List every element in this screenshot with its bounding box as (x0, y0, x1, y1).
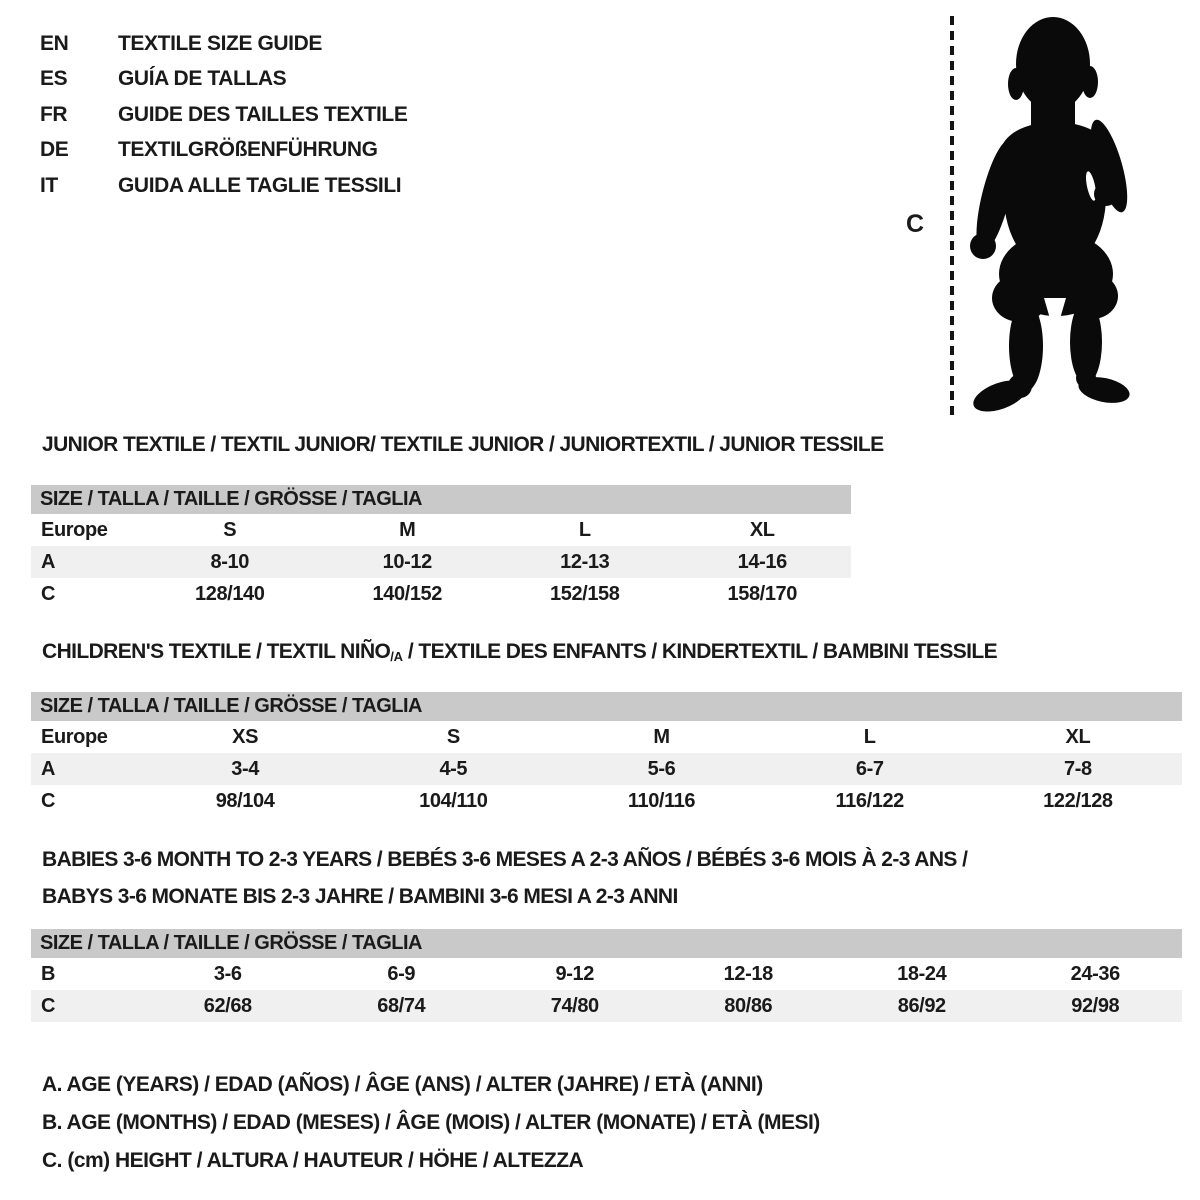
height-measure-label: C (906, 210, 925, 238)
table-cell: 68/74 (377, 994, 426, 1017)
table-cell: 6-9 (387, 962, 416, 985)
table-cell: L (578, 518, 591, 541)
table-header: SIZE / TALLA / TAILLE / GRÖSSE / TAGLIA (31, 692, 1182, 721)
table-row-height (31, 990, 1182, 1022)
table-cell: 152/158 (550, 582, 620, 605)
table-header: SIZE / TALLA / TAILLE / GRÖSSE / TAGLIA (31, 485, 851, 514)
language-code: ES (40, 67, 68, 91)
table-cell: 140/152 (372, 582, 442, 605)
height-measure-line (950, 16, 954, 418)
table-cell: L (863, 725, 876, 748)
language-title-list (40, 26, 407, 204)
babies-size-table (31, 929, 1182, 1022)
table-row-europe (31, 514, 851, 546)
children-size-table (31, 692, 1182, 817)
language-row-en (40, 26, 407, 62)
table-cell: 7-8 (1064, 757, 1092, 780)
row-label: Europe (41, 725, 108, 748)
table-cell: 6-7 (855, 757, 884, 780)
language-row-de (40, 133, 407, 169)
table-cell: 98/104 (215, 789, 275, 812)
table-cell: 24-36 (1070, 962, 1120, 985)
language-code: IT (40, 173, 58, 197)
table-cell: 3-6 (213, 962, 242, 985)
row-label: Europe (41, 518, 108, 541)
legend-line-c: C. (cm) HEIGHT / ALTURA / HAUTEUR / HÖHE / ALTEZZA (42, 1149, 584, 1172)
table-row-age (31, 546, 851, 578)
toddler-silhouette-icon (968, 16, 1140, 416)
table-row-height (31, 785, 1182, 817)
table-row-europe (31, 721, 1182, 753)
table-header: SIZE / TALLA / TAILLE / GRÖSSE / TAGLIA (31, 929, 1182, 958)
junior-size-table (31, 485, 851, 610)
table-cell: 9-12 (555, 962, 594, 985)
language-title: TEXTILE SIZE GUIDE (118, 31, 322, 55)
table-cell: 86/92 (897, 994, 946, 1017)
language-title: GUIDE DES TAILLES TEXTILE (118, 102, 408, 126)
language-title: GUÍA DE TALLAS (118, 67, 287, 91)
language-code: EN (40, 31, 69, 55)
measurement-legend (42, 1066, 820, 1180)
title-text: / TEXTILE DES ENFANTS / KINDERTEXTIL / BAMBINI TESSILE (402, 640, 998, 663)
language-row-fr (40, 97, 407, 133)
legend-line-a: A. AGE (YEARS) / EDAD (AÑOS) / ÂGE (ANS) / ALTER (JAHRE) / ETÀ (ANNI) (42, 1073, 763, 1096)
table-cell: 4-5 (439, 757, 468, 780)
language-title: GUIDA ALLE TAGLIE TESSILI (118, 173, 402, 197)
table-cell: 5-6 (647, 757, 676, 780)
table-cell: 14-16 (737, 550, 787, 573)
language-row-es (40, 62, 407, 98)
table-cell: XL (1065, 725, 1091, 748)
language-code: DE (40, 138, 69, 162)
legend-line-b: B. AGE (MONTHS) / EDAD (MESES) / ÂGE (MOIS) / ALTER (MONATE) / ETÀ (MESI) (42, 1111, 820, 1134)
table-cell: 62/68 (203, 994, 252, 1017)
title-subscript: /A (390, 649, 403, 664)
junior-section-title: JUNIOR TEXTILE / TEXTIL JUNIOR/ TEXTILE JUNIOR / JUNIORTEXTIL / JUNIOR TESSILE (42, 433, 884, 456)
language-row-it (40, 168, 407, 204)
children-section-title (42, 640, 997, 664)
table-cell: 158/170 (727, 582, 797, 605)
table-cell: 104/110 (419, 789, 488, 812)
row-label: C (41, 994, 56, 1017)
table-cell: 3-4 (231, 757, 259, 780)
table-cell: 92/98 (1071, 994, 1120, 1017)
title-line: BABIES 3-6 MONTH TO 2-3 YEARS / BEBÉS 3-6 MESES A 2-3 AÑOS / BÉBÉS 3-6 MOIS À 2-3 ANS / (42, 848, 968, 871)
table-cell: 8-10 (210, 550, 249, 573)
table-cell: S (223, 518, 237, 541)
row-label: B (41, 962, 56, 985)
table-cell: XL (749, 518, 775, 541)
table-row-height (31, 578, 851, 610)
table-cell: 128/140 (195, 582, 265, 605)
table-cell: 10-12 (382, 550, 432, 573)
table-cell: 116/122 (835, 789, 904, 812)
title-text: CHILDREN'S TEXTILE / TEXTIL NIÑO (42, 640, 391, 663)
table-row-age (31, 753, 1182, 785)
language-code: FR (40, 102, 68, 126)
table-cell: 110/116 (627, 789, 696, 812)
table-cell: 12-13 (560, 550, 610, 573)
table-cell: M (399, 518, 416, 541)
table-cell: 74/80 (550, 994, 599, 1017)
table-cell: 12-18 (723, 962, 773, 985)
table-cell: M (653, 725, 670, 748)
table-cell: 18-24 (897, 962, 947, 985)
row-label: C (41, 789, 56, 812)
row-label: A (41, 550, 56, 573)
babies-section-title (42, 841, 967, 915)
row-label: C (41, 582, 56, 605)
table-cell: 122/128 (1043, 789, 1113, 812)
row-label: A (41, 757, 56, 780)
table-cell: 80/86 (724, 994, 773, 1017)
table-cell: XS (232, 725, 259, 748)
title-line: BABYS 3-6 MONATE BIS 2-3 JAHRE / BAMBINI 3-6 MESI A 2-3 ANNI (42, 885, 678, 908)
table-row-age-months (31, 958, 1182, 990)
table-cell: S (446, 725, 460, 748)
language-title: TEXTILGRÖßENFÜHRUNG (118, 138, 378, 162)
